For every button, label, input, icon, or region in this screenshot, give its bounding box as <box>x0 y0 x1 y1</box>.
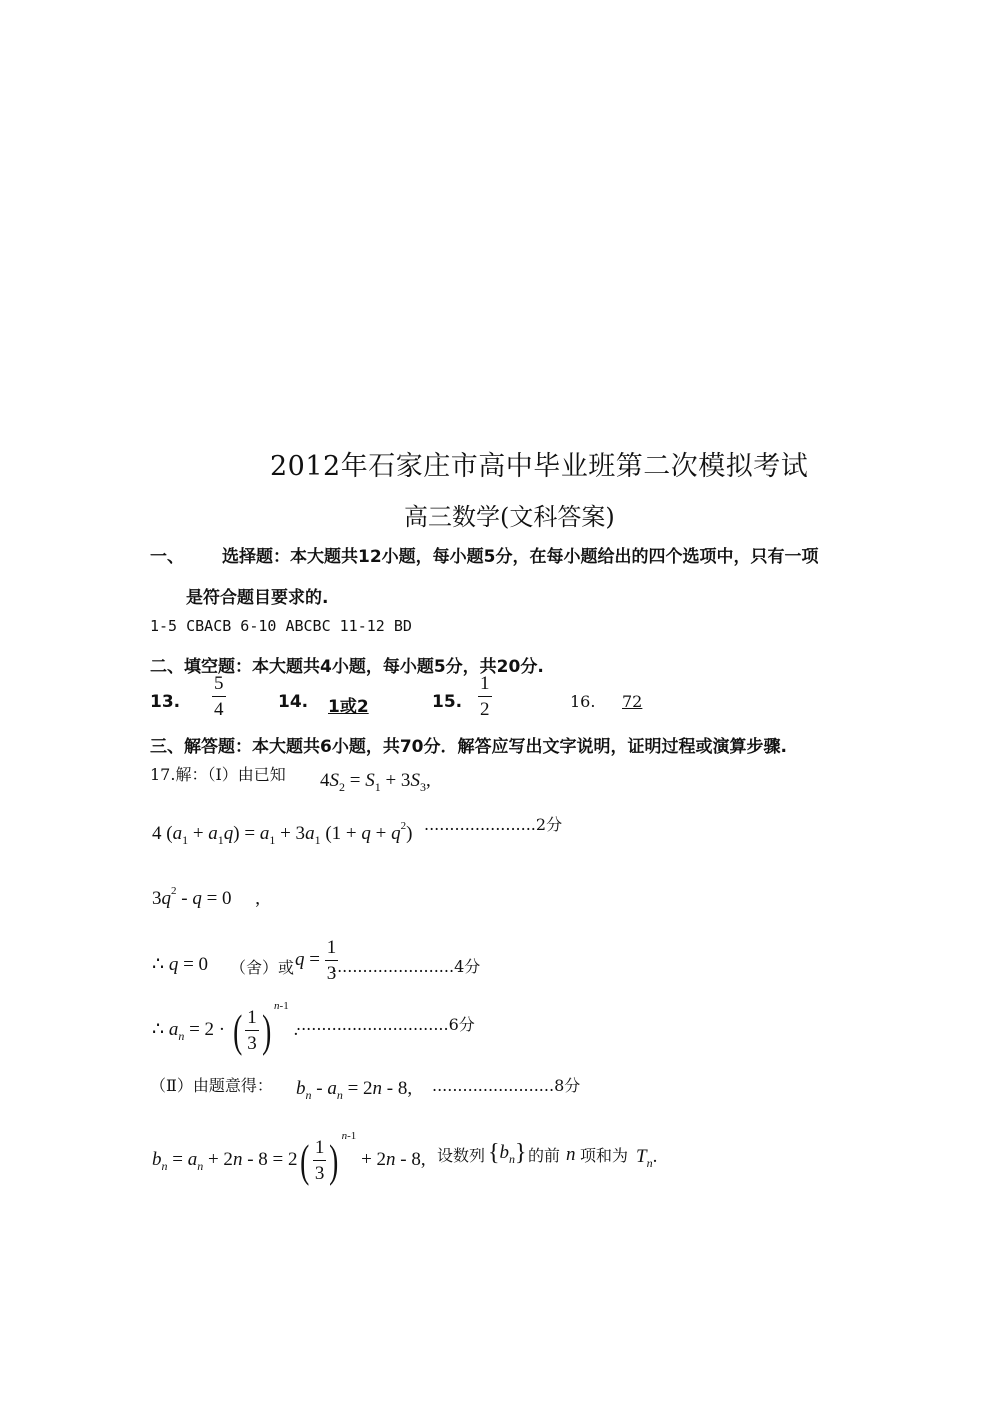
q17-eq-q-root-zero: ∴ q = 0 <box>152 954 209 975</box>
q17-eq-expand: 4 $(a_1 + a_1q) = a_1 + 3a_1$ $(1 + q + q^2)$ <box>152 820 413 847</box>
q16-answer: 72 <box>622 692 643 711</box>
q17-score-4: ........................4分 <box>332 957 481 976</box>
q17-intro: 17.解：（Ⅰ）由已知 <box>150 765 286 784</box>
q15-answer <box>478 674 492 719</box>
q17-score-8: ........................8分 <box>432 1076 581 1095</box>
q17-eq-bn: $b_n = a_n + 2n - 8 = 2$( $\frac{1}{3}$ ) $^{n-1}$ + 2n - 8, <box>152 1130 426 1186</box>
q14-answer: 1或2 <box>328 697 369 717</box>
page-title: 2012年石家庄市高中毕业班第二次模拟考试 <box>270 451 809 482</box>
q15-denominator: 2 <box>480 699 490 720</box>
q17-eq-q-root-third: q = $\frac{1}{3}$ <box>295 937 337 984</box>
q14-label: 14. <box>278 692 309 712</box>
section3-heading: 三、解答题：本大题共6小题，共70分．解答应写出文字说明，证明过程或演算步骤. <box>150 737 787 757</box>
q17-eq-an: ∴ $a_n = 2$ · ( $\frac{1}{3}$ ) $^{n-1}$ . <box>152 1000 299 1056</box>
q15-numerator: 1 <box>478 674 492 697</box>
section2-heading: 二、填空题：本大题共4小题，每小题5分，共20分. <box>150 657 544 677</box>
q17-part2-intro: （Ⅱ）由题意得： <box>150 1076 273 1095</box>
q17-sequence-n: n <box>566 1144 576 1165</box>
q17-sequence-text-c: 项和为 <box>580 1146 629 1165</box>
page-subtitle: 高三数学(文科答案) <box>404 503 615 531</box>
q17-eq-bn-minus-an: $b_n - a_n = 2n - 8$, <box>296 1078 413 1102</box>
section1-heading: 选择题：本大题共12小题，每小题5分，在每小题给出的四个选项中，只有一项 <box>222 547 819 567</box>
q17-sequence-text-b: 的前 <box>528 1146 561 1165</box>
section1-heading-cont: 是符合题目要求的. <box>186 588 329 608</box>
q13-answer <box>212 674 226 719</box>
q17-score-6: ..............................6分 <box>296 1015 475 1034</box>
q13-label: 13. <box>150 692 181 712</box>
q13-denominator: 4 <box>214 699 224 720</box>
q17-sequence-bn: $\{b_n\}$ <box>488 1140 527 1166</box>
section1-number: 一、 <box>150 547 184 567</box>
q17-score-2: ......................2分 <box>424 815 563 834</box>
q17-eq-sums: $4S_2 = S_1 + 3S_3$, <box>320 770 431 794</box>
q13-numerator: 5 <box>212 674 226 697</box>
q16-label: 16. <box>570 692 596 711</box>
q15-label: 15. <box>432 692 463 712</box>
q17-eq-quadratic: $3q^2 - q = 0$ , <box>152 885 261 909</box>
choice-answers: 1-5 CBACB 6-10 ABCBC 11-12 BD <box>150 617 412 635</box>
q17-rejected-note: （舍）或 <box>230 958 295 977</box>
q17-sequence-text-a: 设数列 <box>437 1146 486 1165</box>
q17-sequence-tn: $T_n$. <box>636 1146 658 1170</box>
